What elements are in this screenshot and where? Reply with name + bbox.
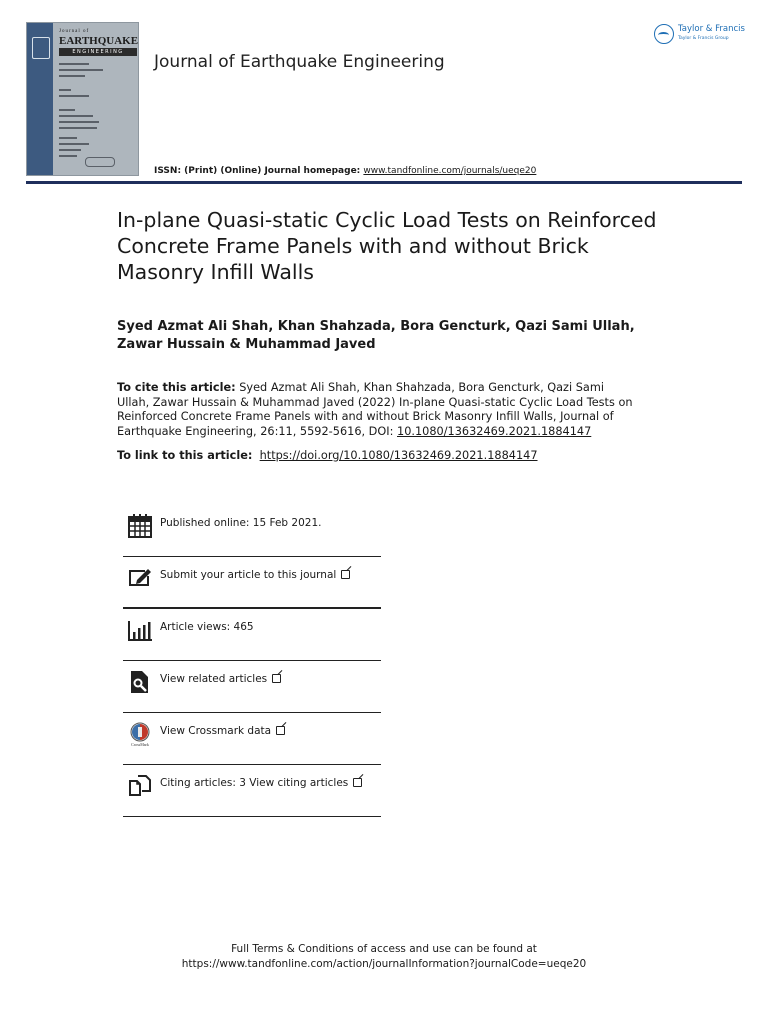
cover-band-word: ENGINEERING <box>59 48 137 56</box>
view-related-articles-link[interactable] <box>160 673 281 685</box>
footer <box>0 942 768 972</box>
cover-seal-icon <box>32 37 50 59</box>
publisher-name: Taylor & Francis <box>678 24 745 34</box>
crossmark-label: View Crossmark data <box>160 725 272 737</box>
citing-label: Citing articles: 3 View citing articles <box>160 777 349 789</box>
cover-title-word: EARTHQUAKE <box>59 35 139 47</box>
published-date: Published online: 15 Feb 2021. <box>160 517 322 529</box>
view-crossmark-link[interactable] <box>160 725 285 737</box>
issn-prefix: ISSN: (Print) (Online) Journal homepage: <box>154 166 364 176</box>
cite-doi-link[interactable]: 10.1080/13632469.2021.1884147 <box>397 424 592 438</box>
cite-text: Syed Azmat Ali Shah, Khan Shahzada, Bora Gencturk, Qazi Sami Ullah, Zawar Hussain & Muhammad Javed (2022) In-plane Quasi-static Cyclic Load Tests on Reinforced Concrete Frame Panels with and without Brick Masonry Infill Walls, Journal of Earthquake Engineering, 26:11, 5592-5616, DOI: <box>117 381 633 438</box>
related-row[interactable] <box>123 661 381 713</box>
article-views: Article views: 465 <box>160 621 254 633</box>
view-citing-articles-link[interactable] <box>160 777 362 789</box>
crossmark-icon <box>127 721 153 747</box>
article-doi-link[interactable]: https://doi.org/10.1080/13632469.2021.1884147 <box>259 449 538 462</box>
link-label: To link to this article: <box>117 449 253 462</box>
article-title: In-plane Quasi-static Cyclic Load Tests on Reinforced Concrete Frame Panels with and without Brick Masonry Infill Walls <box>117 208 657 284</box>
article-authors: Syed Azmat Ali Shah, Khan Shahzada, Bora Gencturk, Qazi Sami Ullah, Zawar Hussain & Muhammad Javed <box>117 319 635 352</box>
edit-icon <box>127 565 153 591</box>
taylor-francis-logo-icon <box>654 24 674 44</box>
article-info-list <box>123 505 381 817</box>
citation-block <box>117 381 637 439</box>
journal-title: Journal of Earthquake Engineering <box>154 52 445 72</box>
publisher-logo[interactable] <box>654 23 746 47</box>
submit-row[interactable] <box>123 557 381 609</box>
citing-row[interactable] <box>123 765 381 817</box>
external-link-icon <box>353 778 362 787</box>
footer-url[interactable]: https://www.tandfonline.com/action/journalInformation?journalCode=ueqe20 <box>181 958 587 970</box>
related-label: View related articles <box>160 673 268 685</box>
issn-line <box>154 166 536 176</box>
search-document-icon <box>127 669 153 695</box>
cover-publisher-logo-icon <box>85 157 115 167</box>
article-link-line <box>117 449 538 462</box>
journal-homepage-link[interactable]: www.tandfonline.com/journals/ueqe20 <box>363 166 537 176</box>
external-link-icon <box>272 674 281 683</box>
submit-label: Submit your article to this journal <box>160 569 337 581</box>
views-row <box>123 609 381 661</box>
journal-cover-image <box>26 22 139 176</box>
bar-chart-icon <box>127 617 153 643</box>
citing-documents-icon <box>127 773 153 799</box>
crossmark-icon-label: CrossMark <box>131 742 149 747</box>
external-link-icon <box>276 726 285 735</box>
header-divider <box>26 181 742 184</box>
footer-terms-line: Full Terms & Conditions of access and use can be found at <box>231 943 537 955</box>
crossmark-row[interactable] <box>123 713 381 765</box>
publisher-group: Taylor & Francis Group <box>678 36 729 41</box>
external-link-icon <box>341 570 350 579</box>
calendar-icon <box>127 513 153 539</box>
submit-article-link[interactable] <box>160 569 350 581</box>
published-row <box>123 505 381 557</box>
cover-journal-word: Journal of <box>59 29 90 34</box>
cite-label: To cite this article: <box>117 381 236 394</box>
